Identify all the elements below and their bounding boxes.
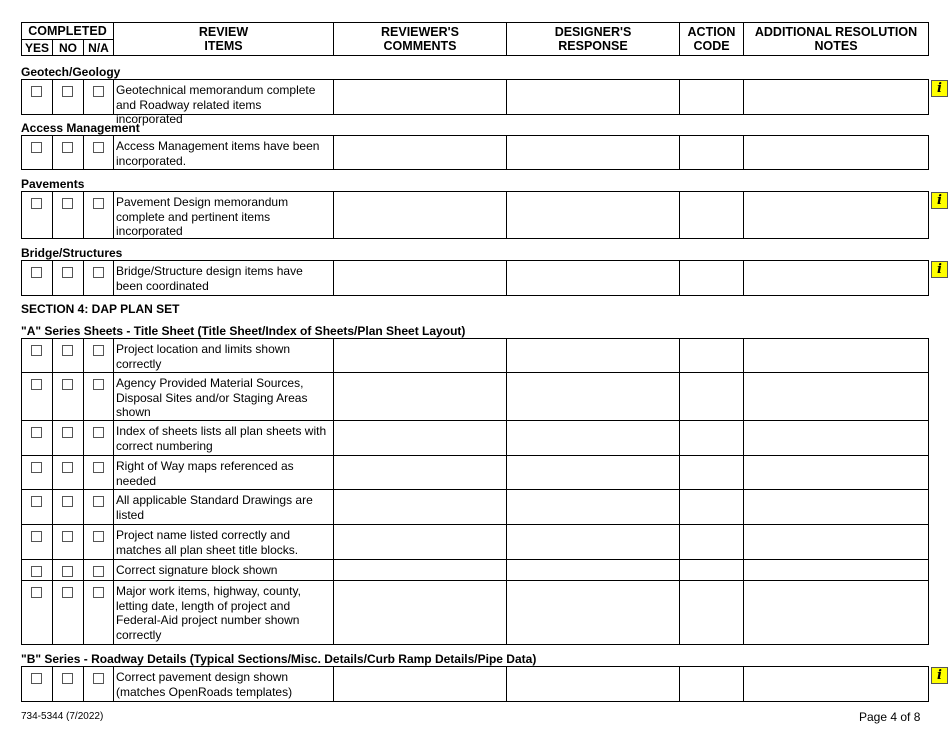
review-item-text: All applicable Standard Drawings are listed (116, 493, 313, 522)
reviewer-comments-header (333, 23, 506, 55)
na-cell (83, 560, 113, 580)
na-checkbox[interactable] (93, 496, 104, 507)
no-cell (52, 490, 83, 524)
na-checkbox[interactable] (93, 566, 104, 577)
yes-checkbox[interactable] (31, 142, 42, 153)
review-item-text: Project name listed correctly and matches all plan sheet title blocks. (116, 528, 299, 557)
section-4-title: SECTION 4: DAP PLAN SET (21, 302, 180, 316)
table-row (21, 559, 929, 581)
yes-label: YES (24, 41, 49, 55)
action-code-cell[interactable] (679, 525, 743, 559)
yes-cell (22, 261, 52, 295)
reviewer-comments-cell[interactable] (333, 667, 506, 701)
designer-response-cell[interactable] (506, 456, 679, 489)
yes-checkbox[interactable] (31, 86, 42, 97)
table-row (21, 524, 929, 560)
designer-response-cell[interactable] (506, 261, 679, 295)
info-icon[interactable]: i (931, 667, 948, 684)
yes-cell (22, 339, 52, 372)
designer-response-cell[interactable] (506, 373, 679, 420)
yes-cell (22, 80, 52, 114)
no-checkbox[interactable] (62, 462, 73, 473)
yes-cell (22, 525, 52, 559)
no-checkbox[interactable] (62, 566, 73, 577)
review-item-text: Agency Provided Material Sources, Disposal Sites and/or Staging Areas shown (116, 376, 308, 419)
table-header (21, 22, 929, 56)
reviewer-comments-cell[interactable] (333, 560, 506, 580)
no-checkbox[interactable] (62, 198, 73, 209)
reviewer-comments-cell[interactable] (333, 339, 506, 372)
reviewer-comments-cell[interactable] (333, 525, 506, 559)
table-row (21, 666, 929, 702)
table-row (21, 191, 929, 239)
action-header-line1: ACTION (687, 25, 736, 39)
action-code-header (679, 23, 743, 55)
no-cell (52, 421, 83, 455)
yes-checkbox[interactable] (31, 496, 42, 507)
info-icon[interactable]: i (931, 192, 948, 209)
designer-response-cell[interactable] (506, 560, 679, 580)
resolution-notes-cell[interactable] (743, 373, 928, 420)
no-cell (52, 192, 83, 238)
action-code-cell[interactable] (679, 456, 743, 489)
no-cell (52, 261, 83, 295)
action-code-cell[interactable] (679, 581, 743, 644)
yes-cell (22, 560, 52, 580)
na-cell (83, 373, 113, 420)
reviewer-comments-cell[interactable] (333, 261, 506, 295)
na-cell (83, 136, 113, 169)
na-checkbox[interactable] (93, 531, 104, 542)
reviewer-header-line1: REVIEWER'S (381, 25, 459, 39)
designer-response-cell[interactable] (506, 339, 679, 372)
na-checkbox[interactable] (93, 379, 104, 390)
table-row (21, 455, 929, 490)
yes-cell (22, 667, 52, 701)
no-checkbox[interactable] (62, 427, 73, 438)
na-checkbox[interactable] (93, 462, 104, 473)
no-cell (52, 80, 83, 114)
review-items-header-line2: ITEMS (204, 39, 243, 53)
yes-checkbox[interactable] (31, 462, 42, 473)
no-cell (52, 667, 83, 701)
review-item-text: Pavement Design memorandum complete and pertinent items incorporated (116, 195, 289, 238)
yes-checkbox[interactable] (31, 379, 42, 390)
reviewer-header-line2: COMMENTS (383, 39, 457, 53)
yes-checkbox[interactable] (31, 427, 42, 438)
no-checkbox[interactable] (62, 673, 73, 684)
action-code-cell[interactable] (679, 80, 743, 114)
table-row (21, 489, 929, 525)
no-cell (52, 581, 83, 644)
no-cell (52, 136, 83, 169)
completed-header (22, 23, 113, 55)
na-cell (83, 667, 113, 701)
action-code-cell[interactable] (679, 560, 743, 580)
page-number: Page 4 of 8 (859, 710, 921, 724)
review-items-header-line1: REVIEW (198, 25, 249, 39)
no-checkbox[interactable] (62, 379, 73, 390)
review-item-text: Access Management items have been incorporated. (116, 139, 320, 168)
yes-cell (22, 581, 52, 644)
yes-cell (22, 490, 52, 524)
reviewer-comments-cell[interactable] (333, 456, 506, 489)
designer-response-cell[interactable] (506, 192, 679, 238)
resolution-notes-cell[interactable] (743, 192, 928, 238)
na-cell (83, 261, 113, 295)
designer-response-cell[interactable] (506, 80, 679, 114)
resolution-notes-cell[interactable] (743, 261, 928, 295)
yes-checkbox[interactable] (31, 198, 42, 209)
reviewer-comments-cell[interactable] (333, 80, 506, 114)
yes-cell (22, 136, 52, 169)
resolution-notes-cell[interactable] (743, 339, 928, 372)
na-cell (83, 192, 113, 238)
yes-checkbox[interactable] (31, 566, 42, 577)
reviewer-comments-cell[interactable] (333, 421, 506, 455)
action-code-cell[interactable] (679, 667, 743, 701)
table-row (21, 420, 929, 456)
designer-response-cell[interactable] (506, 136, 679, 169)
reviewer-comments-cell[interactable] (333, 490, 506, 524)
info-icon[interactable]: i (931, 80, 948, 97)
yes-checkbox[interactable] (31, 267, 42, 278)
na-cell (83, 581, 113, 644)
yes-checkbox[interactable] (31, 673, 42, 684)
na-cell (83, 80, 113, 114)
no-cell (52, 373, 83, 420)
no-checkbox[interactable] (62, 142, 73, 153)
yes-checkbox[interactable] (31, 531, 42, 542)
no-checkbox[interactable] (62, 496, 73, 507)
reviewer-comments-cell[interactable] (333, 373, 506, 420)
action-code-cell[interactable] (679, 490, 743, 524)
designer-response-cell[interactable] (506, 667, 679, 701)
resolution-notes-cell[interactable] (743, 490, 928, 524)
no-label: NO (52, 40, 83, 56)
resolution-notes-header (743, 23, 928, 55)
resolution-notes-cell[interactable] (743, 581, 928, 644)
table-row (21, 260, 929, 296)
resolution-notes-cell[interactable] (743, 560, 928, 580)
no-checkbox[interactable] (62, 345, 73, 356)
na-cell (83, 339, 113, 372)
na-checkbox[interactable] (93, 345, 104, 356)
no-cell (52, 339, 83, 372)
review-item-text: Correct pavement design shown (matches OpenRoads templates) (116, 670, 293, 699)
review-item-text: Right of Way maps referenced as needed (116, 459, 294, 488)
table-row (21, 79, 929, 126)
resolution-notes-cell[interactable] (743, 80, 928, 114)
resolution-notes-cell[interactable] (743, 525, 928, 559)
section-access: Access Management (21, 121, 140, 135)
table-row (21, 372, 929, 421)
completed-label: COMPLETED (22, 23, 113, 40)
review-item-text: Project location and limits shown correctly (116, 342, 291, 371)
no-checkbox[interactable] (62, 86, 73, 97)
designer-response-header (506, 23, 679, 55)
no-cell (52, 560, 83, 580)
na-checkbox[interactable] (93, 198, 104, 209)
designer-response-cell[interactable] (506, 421, 679, 455)
info-icon[interactable]: i (931, 261, 948, 278)
na-label: N/A (83, 40, 113, 56)
na-cell (83, 456, 113, 489)
no-checkbox[interactable] (62, 267, 73, 278)
form-number: 734-5344 (7/2022) (21, 711, 104, 722)
na-checkbox[interactable] (93, 267, 104, 278)
notes-header-line2: NOTES (814, 39, 858, 53)
section-geotech: Geotech/Geology (21, 65, 121, 79)
resolution-notes-cell[interactable] (743, 667, 928, 701)
section-b-series: "B" Series - Roadway Details (Typical Sections/Misc. Details/Curb Ramp Details/Pipe Data) (21, 652, 537, 666)
action-code-cell[interactable] (679, 192, 743, 238)
review-items-header (113, 23, 333, 55)
reviewer-comments-cell[interactable] (333, 581, 506, 644)
yes-cell (22, 373, 52, 420)
review-item-text: Index of sheets lists all plan sheets with correct numbering (116, 424, 327, 453)
na-checkbox[interactable] (93, 587, 104, 598)
designer-response-cell[interactable] (506, 525, 679, 559)
na-cell (83, 421, 113, 455)
resolution-notes-cell[interactable] (743, 456, 928, 489)
action-header-line2: CODE (693, 39, 730, 53)
designer-header-line2: RESPONSE (558, 39, 628, 53)
na-cell (83, 525, 113, 559)
yes-checkbox[interactable] (31, 587, 42, 598)
reviewer-comments-cell[interactable] (333, 192, 506, 238)
na-checkbox[interactable] (93, 142, 104, 153)
action-code-cell[interactable] (679, 421, 743, 455)
no-checkbox[interactable] (62, 531, 73, 542)
action-code-cell[interactable] (679, 261, 743, 295)
yes-cell (22, 456, 52, 489)
yes-cell (22, 192, 52, 238)
action-code-cell[interactable] (679, 136, 743, 169)
review-item-text: Major work items, highway, county, letting date, length of project and Federal-Aid project number shown correctly (116, 584, 301, 642)
designer-header-line1: DESIGNER'S (554, 25, 632, 39)
reviewer-comments-cell[interactable] (333, 136, 506, 169)
section-bridge: Bridge/Structures (21, 246, 123, 260)
review-item-text: Geotechnical memorandum complete and Roadway related items incorporated (116, 83, 316, 126)
action-code-cell[interactable] (679, 373, 743, 420)
na-checkbox[interactable] (93, 86, 104, 97)
yes-checkbox[interactable] (31, 345, 42, 356)
table-row (21, 580, 929, 645)
table-row (21, 338, 929, 373)
notes-header-line1: ADDITIONAL RESOLUTION (754, 25, 918, 39)
no-cell (52, 456, 83, 489)
review-item-text: Correct signature block shown (116, 563, 278, 577)
designer-response-cell[interactable] (506, 581, 679, 644)
section-a-series: "A" Series Sheets - Title Sheet (Title Sheet/Index of Sheets/Plan Sheet Layout) (21, 324, 466, 338)
no-cell (52, 525, 83, 559)
resolution-notes-cell[interactable] (743, 421, 928, 455)
no-checkbox[interactable] (62, 587, 73, 598)
na-cell (83, 490, 113, 524)
section-pavements: Pavements (21, 177, 85, 191)
na-checkbox[interactable] (93, 427, 104, 438)
yes-cell (22, 421, 52, 455)
review-item-text: Bridge/Structure design items have been coordinated (116, 264, 303, 293)
designer-response-cell[interactable] (506, 490, 679, 524)
na-checkbox[interactable] (93, 673, 104, 684)
action-code-cell[interactable] (679, 339, 743, 372)
resolution-notes-cell[interactable] (743, 136, 928, 169)
table-row (21, 135, 929, 170)
